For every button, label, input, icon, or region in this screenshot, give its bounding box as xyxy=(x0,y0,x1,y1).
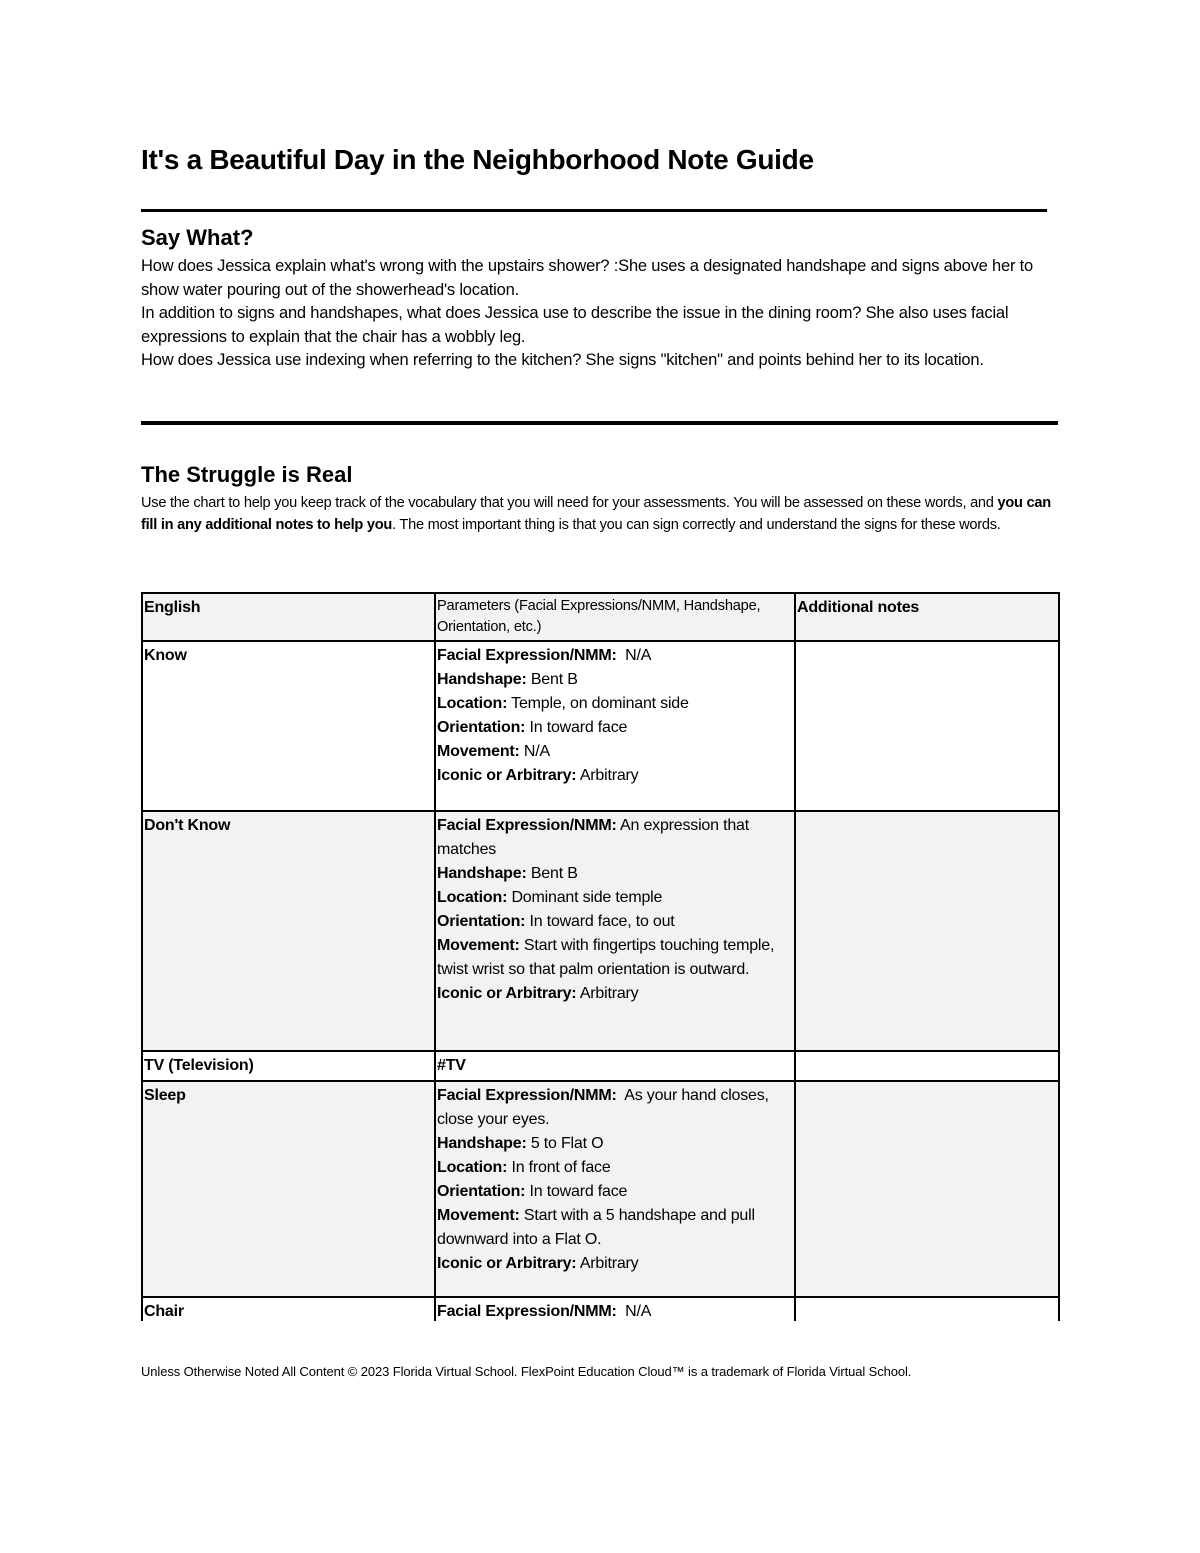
table-row-tv xyxy=(142,1051,1059,1081)
cell-parameters xyxy=(435,641,795,811)
cell-english xyxy=(142,641,435,811)
cell-notes[interactable] xyxy=(795,1081,1059,1297)
param-location xyxy=(437,886,793,910)
param-label: Handshape: xyxy=(437,865,527,882)
cell-english xyxy=(142,811,435,1051)
param-label: Orientation: xyxy=(437,1183,526,1200)
word: Don't Know xyxy=(144,817,231,834)
param-value: N/A xyxy=(625,647,652,664)
header-english-label: English xyxy=(144,599,201,616)
param-label: Location: xyxy=(437,889,508,906)
param-value: 5 to Flat O xyxy=(530,1135,604,1152)
param-iconic xyxy=(437,982,793,1006)
param-value: In toward face xyxy=(529,719,628,736)
param-value: In toward face xyxy=(529,1183,628,1200)
param-value: N/A xyxy=(523,743,550,760)
param-label: Handshape: xyxy=(437,1135,527,1152)
page-break-mask xyxy=(130,1321,1070,1359)
param-value: In toward face, to out xyxy=(529,913,675,930)
question-answer-shower: How does Jessica explain what's wrong with the upstairs shower? :She uses a designated handshape and signs above her to show water pouring out of the showerhead's location. xyxy=(141,257,1033,299)
param-movement xyxy=(437,934,793,982)
word: Sleep xyxy=(144,1087,186,1104)
cell-english xyxy=(142,1051,435,1081)
vocabulary-instructions xyxy=(141,493,1056,536)
param-orientation xyxy=(437,716,793,740)
instructions-emphasis: you can fill in any additional notes to help you xyxy=(141,495,1051,533)
param-label: Orientation: xyxy=(437,913,526,930)
param-orientation xyxy=(437,1180,793,1204)
header-notes-label: Additional notes xyxy=(797,599,920,616)
say-what-answers xyxy=(141,255,1051,373)
header-english xyxy=(142,593,435,641)
cell-parameters xyxy=(435,811,795,1051)
param-handshape xyxy=(437,1132,793,1156)
param-value: An expression that matches xyxy=(437,817,749,858)
param-iconic xyxy=(437,764,793,788)
param-label: Movement: xyxy=(437,1207,520,1224)
param-label: Movement: xyxy=(437,937,520,954)
param-location xyxy=(437,1156,793,1180)
param-value: Dominant side temple xyxy=(511,889,663,906)
param-value: Arbitrary xyxy=(579,1255,639,1272)
table-header-row xyxy=(142,593,1059,641)
param-value: In front of face xyxy=(511,1159,611,1176)
table-row-dont-know xyxy=(142,811,1059,1051)
param-label: Location: xyxy=(437,695,508,712)
param-movement xyxy=(437,740,793,764)
param-orientation xyxy=(437,910,793,934)
param-label: Handshape: xyxy=(437,671,527,688)
header-parameters: Parameters (Facial Expressions/NMM, Handshape, Orientation, etc.) xyxy=(435,593,795,641)
vocabulary-table xyxy=(141,592,1060,1328)
param-location xyxy=(437,692,793,716)
page-title: It's a Beautiful Day in the Neighborhood Note Guide xyxy=(141,144,814,175)
cell-notes[interactable] xyxy=(795,641,1059,811)
cell-parameters xyxy=(435,1051,795,1081)
cell-notes[interactable] xyxy=(795,1051,1059,1081)
param-label: Iconic or Arbitrary: xyxy=(437,985,577,1002)
word: Chair xyxy=(144,1303,184,1320)
section-heading-say-what: Say What? xyxy=(141,225,254,250)
param-movement xyxy=(437,1204,793,1252)
param-value: N/A xyxy=(625,1303,652,1320)
param-facial xyxy=(437,1084,793,1132)
param-label: Location: xyxy=(437,1159,508,1176)
title-divider xyxy=(141,209,1047,212)
copyright-footer: Unless Otherwise Noted All Content © 2023 Florida Virtual School. FlexPoint Education Cloud™ is a trademark of Florida Virtual School. xyxy=(141,1364,912,1379)
param-value: As your hand closes, close your eyes. xyxy=(437,1087,769,1128)
param-label: Iconic or Arbitrary: xyxy=(437,1255,577,1272)
header-additional-notes xyxy=(795,593,1059,641)
cell-english xyxy=(142,1081,435,1297)
param-value: Start with a 5 handshape and pull downward into a Flat O. xyxy=(437,1207,755,1248)
param-label: Movement: xyxy=(437,743,520,760)
param-value: Bent B xyxy=(530,671,578,688)
param-iconic xyxy=(437,1252,793,1276)
param-label: Facial Expression/NMM: xyxy=(437,647,617,664)
param-handshape xyxy=(437,862,793,886)
param-label: Iconic or Arbitrary: xyxy=(437,767,577,784)
param-value: Start with fingertips touching temple, twist wrist so that palm orientation is outward. xyxy=(437,937,775,978)
question-answer-kitchen: How does Jessica use indexing when referring to the kitchen? She signs "kitchen" and points behind her to its location. xyxy=(141,351,984,369)
param-handshape xyxy=(437,668,793,692)
table-row-know xyxy=(142,641,1059,811)
instructions-text: Use the chart to help you keep track of the vocabulary that you will need for your assessments. You will be assessed on these words, and xyxy=(141,495,998,511)
param-facial xyxy=(437,814,793,862)
param-label: Orientation: xyxy=(437,719,526,736)
question-answer-dining-room: In addition to signs and handshapes, what does Jessica use to describe the issue in the dining room? She also uses facial expressions to explain that the chair has a wobbly leg. xyxy=(141,304,1009,346)
param-value: Bent B xyxy=(530,865,578,882)
param-value: Arbitrary xyxy=(579,767,639,784)
param-label: Facial Expression/NMM: xyxy=(437,1087,617,1104)
param-label: Facial Expression/NMM: xyxy=(437,817,617,834)
word: Know xyxy=(144,647,187,664)
param-value: #TV xyxy=(437,1057,466,1074)
param-value: Arbitrary xyxy=(579,985,639,1002)
section-heading-struggle: The Struggle is Real xyxy=(141,462,353,487)
instructions-text-end: . The most important thing is that you can sign correctly and understand the signs for these words. xyxy=(392,516,1001,533)
param-facial xyxy=(437,644,793,668)
cell-parameters xyxy=(435,1081,795,1297)
section-divider xyxy=(141,421,1058,425)
param-value: Temple, on dominant side xyxy=(511,695,689,712)
param-label: Facial Expression/NMM: xyxy=(437,1303,617,1320)
table-row-sleep xyxy=(142,1081,1059,1297)
word: TV (Television) xyxy=(144,1057,254,1074)
cell-notes[interactable] xyxy=(795,811,1059,1051)
